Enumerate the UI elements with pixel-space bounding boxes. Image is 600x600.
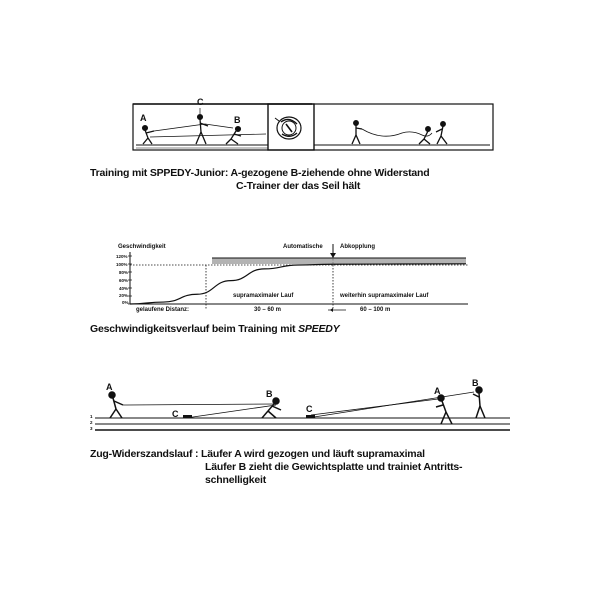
segment-1-label: supramaximaler Lauf — [233, 293, 294, 299]
weight-plate-right — [306, 415, 315, 418]
runner-a-right-figure — [436, 395, 452, 424]
figure-1-label-b: B — [234, 115, 241, 125]
track-label-1: 1 — [90, 414, 93, 419]
figure-3-label-b-right: B — [472, 378, 479, 388]
figure-2-caption-brand: SPEEDY — [298, 323, 340, 335]
figure-1-label-a: A — [140, 113, 147, 123]
chart-y-label: Geschwindigkeit — [118, 244, 166, 250]
figure-2-caption-text: Geschwindigkeitsverlauf beim Training mit — [90, 323, 299, 335]
y-tick-40: 40% — [119, 286, 129, 291]
track-label-3: 3 — [90, 426, 93, 431]
figure-3-label-c-left: C — [172, 409, 179, 419]
segment-2-label: weiterhin supramaximaler Lauf — [340, 293, 429, 299]
rope-right-lower — [311, 399, 438, 415]
figure-1-label-c: C — [197, 97, 204, 107]
chart-annotation: Automatische — [283, 244, 323, 250]
segment-1-distance: 30 – 60 m — [254, 307, 282, 313]
figure-3-label-a-right: A — [434, 386, 441, 396]
segment-2-distance: 60 – 100 m — [360, 307, 391, 313]
y-tick-120: 120% — [116, 254, 128, 259]
y-tick-0: 0% — [122, 300, 129, 305]
rope-left — [123, 404, 276, 405]
runner-b-right-figure — [473, 387, 485, 418]
chart-annotation-suffix: Abkopplung — [340, 244, 375, 250]
figure-3-label-b-left: B — [266, 389, 273, 399]
runner-a-left-figure — [109, 392, 123, 418]
chart-x-label: gelaufene Distanz: — [136, 307, 190, 313]
figure-1-caption-line-1: Training mit SPPEDY-Junior: A-gezogene B-ziehende ohne Widerstand — [90, 167, 430, 179]
figure-3-caption-line-2: Läufer B zieht die Gewichtsplatte und trainiet Antritts- — [205, 461, 463, 473]
runner-b-left-figure — [262, 398, 281, 418]
y-tick-100: 100% — [116, 262, 128, 267]
figure-3-caption-line-3: schnelligkeit — [205, 474, 267, 486]
figure-1-caption-line-2: C-Trainer der das Seil hält — [236, 180, 361, 192]
weight-plate-left — [183, 415, 192, 418]
track-label-2: 2 — [90, 420, 93, 425]
y-tick-60: 60% — [119, 278, 129, 283]
figure-3-label-a-left: A — [106, 382, 113, 392]
y-tick-20: 20% — [119, 293, 129, 298]
figure-3-label-c-right: C — [306, 404, 313, 414]
y-tick-80: 80% — [119, 270, 129, 275]
figure-3-caption-line-1: Zug-Widerszandslauf : Läufer A wird gezogen und läuft supramaximal — [90, 448, 425, 460]
rope-right-upper — [314, 392, 474, 417]
